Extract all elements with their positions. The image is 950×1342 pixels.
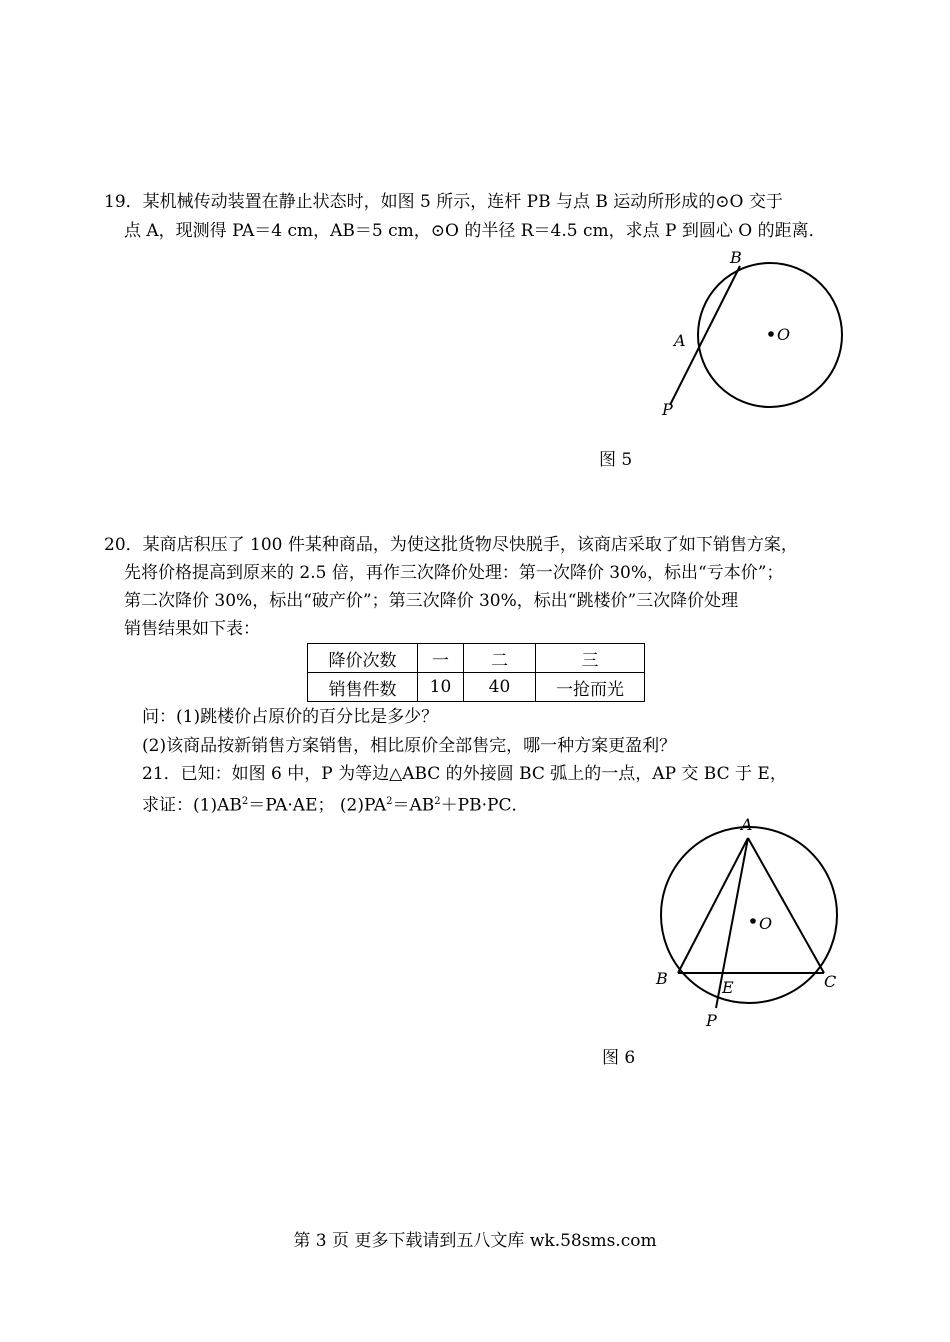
- page-footer: 第 3 页 更多下载请到五八文库 wk.58sms.com: [293, 1231, 657, 1251]
- p1-base: AB: [217, 795, 242, 816]
- table-row: [308, 673, 645, 702]
- table-cell: 一抢而光: [536, 673, 645, 702]
- label-b: B: [656, 969, 668, 988]
- table-cell: 二: [464, 644, 536, 673]
- label-o: O: [759, 914, 773, 933]
- label-o: O: [777, 325, 791, 344]
- q20-ask-1: 问：(1)跳楼价占原价的百分比是多少？: [142, 707, 439, 727]
- q21-line-1: 21．已知：如图 6 中，P 为等边△ABC 的外接圆 BC 弧上的一点，AP 交 BC 于 E，: [142, 764, 787, 784]
- label-a: A: [674, 331, 686, 350]
- q20-line-2: 先将价格提高到原来的 2.5 倍，再作三次降价处理：第一次降价 30%，标出“亏本价”；: [124, 563, 784, 583]
- sales-table: [307, 643, 645, 702]
- figure-5-diagram: [650, 245, 860, 425]
- figure-6-caption: 图 6: [602, 1048, 636, 1068]
- label-b: B: [730, 248, 742, 267]
- center-o-dot: [750, 918, 756, 924]
- q19-line-2: 点 A，现测得 PA＝4 cm，AB＝5 cm，⊙O 的半径 R＝4.5 cm，求点 P 到圆心 O 的距离．: [124, 221, 826, 241]
- line-ac: [748, 838, 824, 973]
- p2-prefix: (2): [334, 795, 364, 816]
- label-p: P: [706, 1011, 717, 1030]
- label-a: A: [741, 815, 753, 834]
- label-e: E: [722, 978, 734, 997]
- q20-line-3: 第二次降价 30%，标出“破产价”；第三次降价 30%，标出“跳楼价”三次降价处理: [124, 591, 739, 611]
- p2-exponent-2: 2: [434, 796, 441, 807]
- q20-line-4: 销售结果如下表：: [124, 619, 260, 639]
- q20-line-1: 20．某商店积压了 100 件某种商品，为使这批货物尽快脱手，该商店采取了如下销售方案，: [104, 535, 798, 555]
- figure-6-diagram: [648, 812, 848, 1034]
- p2-rest: ＋PB·PC．: [440, 795, 529, 816]
- label-c: C: [824, 972, 837, 991]
- circumcircle: [661, 827, 837, 1003]
- prove-prefix: 求证：(1): [142, 795, 218, 816]
- p2-base: PA: [363, 795, 387, 816]
- q20-ask-2: (2)该商品按新销售方案销售，相比原价全部售完，哪一种方案更盈利？: [142, 736, 677, 756]
- line-ab: [678, 838, 748, 973]
- p2-mid: ＝AB: [392, 795, 435, 816]
- figure-5-caption: 图 5: [599, 450, 633, 470]
- table-cell: 降价次数: [308, 644, 418, 673]
- q19-line-1: 19．某机械传动装置在静止状态时，如图 5 所示，连杆 PB 与点 B 运动所形成的⊙O 交于: [104, 192, 783, 212]
- p2-exponent: 2: [386, 796, 393, 807]
- center-o-dot: [768, 331, 774, 337]
- table-cell: 三: [536, 644, 645, 673]
- table-cell: 10: [418, 673, 464, 702]
- table-cell: 40: [464, 673, 536, 702]
- table-row: [308, 644, 645, 673]
- label-p: P: [662, 400, 673, 419]
- table-cell: 一: [418, 644, 464, 673]
- p1-rest: ＝PA·AE；: [248, 795, 335, 816]
- table-cell: 销售件数: [308, 673, 418, 702]
- q21-prove-line: [142, 790, 528, 818]
- p1-exponent: 2: [241, 796, 249, 807]
